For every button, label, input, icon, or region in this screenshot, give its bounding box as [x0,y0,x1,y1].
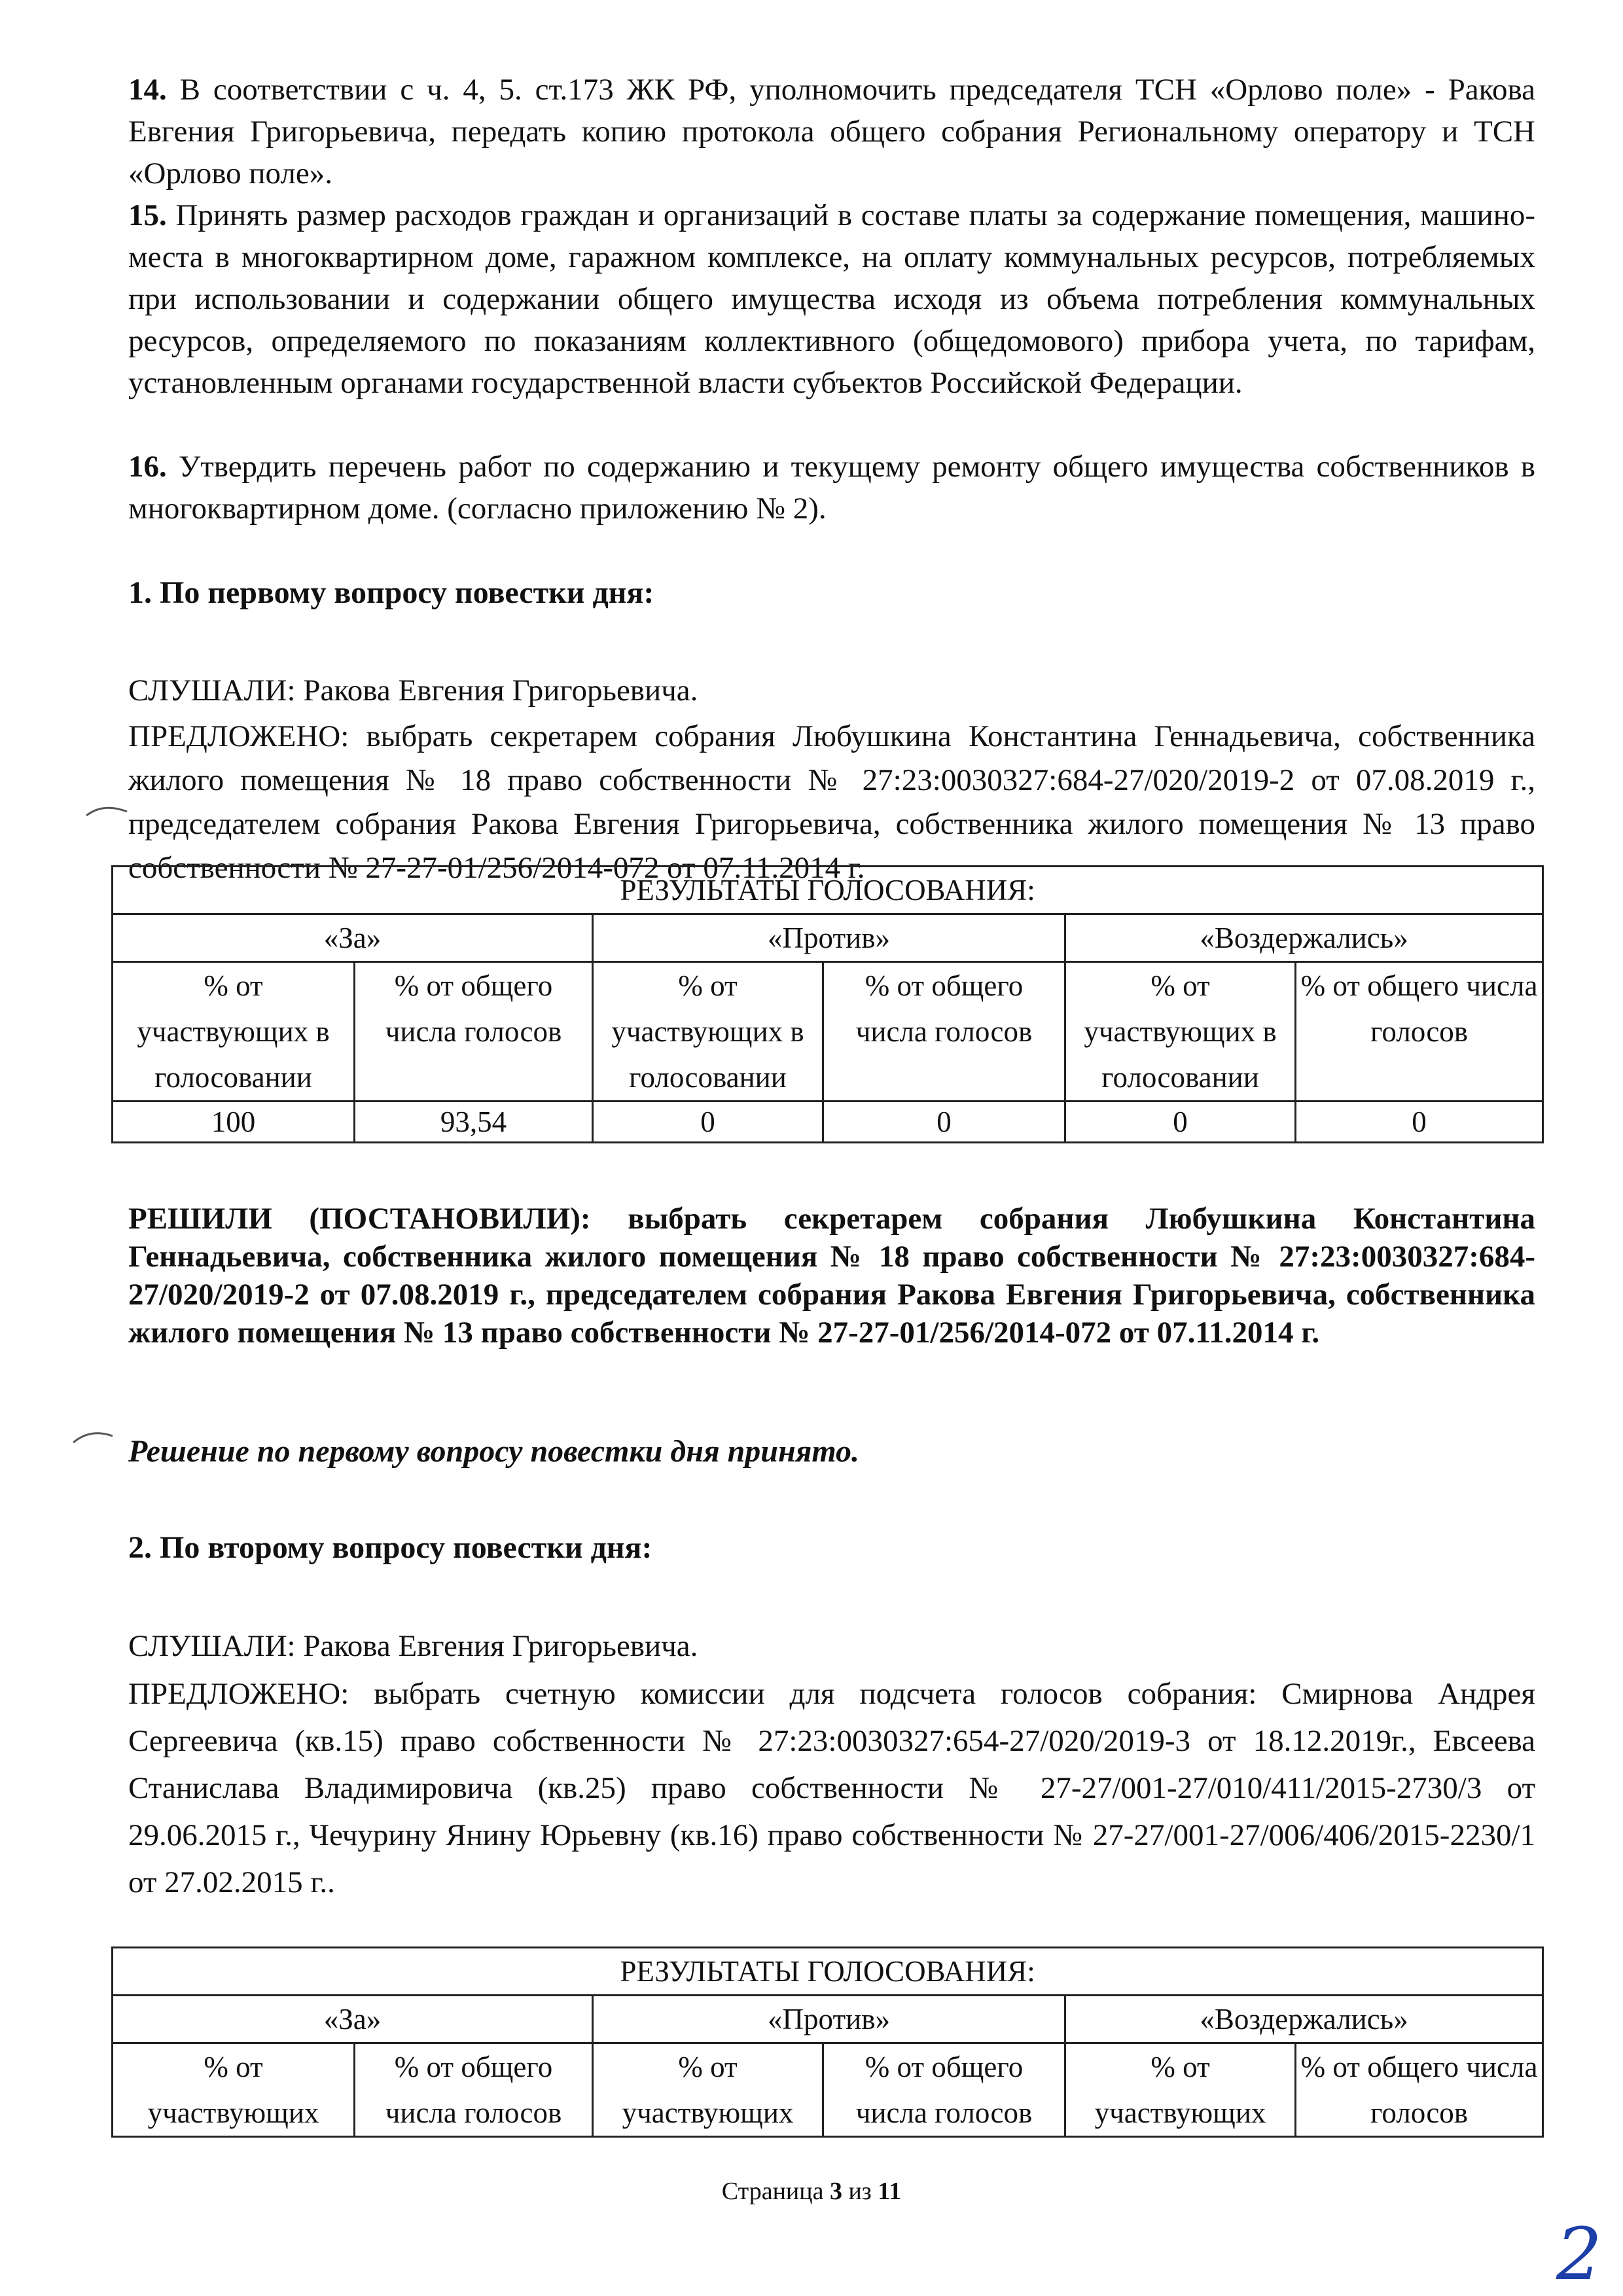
col-header: % от общего числа голосов [355,2043,593,2137]
q2-vote-table [111,1946,1544,2138]
q1-result-note: Решение по первому вопросу повестки дня принято. [128,1434,860,1469]
q1-vote-table [111,865,1544,1143]
vote-abstain-header: «Воздержались» [1065,914,1543,962]
q1-proposed: ПРЕДЛОЖЕНО: выбрать секретарем собрания Любушкина Константина Геннадьевича, собственника жилого помещения № 18 право собственности № 27:23:0030327:684-27/020/2019-2 от 07.08.2019 г., председателем собрания Ракова Евгения Григорьевича, собственника жилого помещения № 13 право собственности № 27-27-01/256/2014-072 от 07.11.2014 г. [128,719,1535,885]
question-1-heading: 1. По первому вопросу повестки дня: [128,575,654,610]
q1-decision: РЕШИЛИ (ПОСТАНОВИЛИ): выбрать секретарем собрания Любушкина Константина Геннадьевича, собственника жилого помещения № 18 право собственности № 27:23:0030327:684-27/020/2019-2 от 07.08.2019 г., председателем собрания Ракова Евгения Григорьевича, собственника жилого помещения № 13 право собственности № 27-27-01/256/2014-072 от 07.11.2014 г. [128,1202,1535,1350]
col-header: % от участвующих в голосовании [1065,962,1296,1102]
col-header: % от участвующих [593,2043,823,2137]
vote-abstain-header: «Воздержались» [1065,1996,1543,2043]
col-header: % от участвующих [1065,2043,1296,2137]
col-header: % от участвующих в голосовании [593,962,823,1102]
margin-mark [71,1427,116,1446]
item-16: 16. Утвердить перечень работ по содержанию и текущему ремонту общего имущества собственников в многоквартирном доме. (согласно приложению № 2). [128,450,1535,526]
item-14: 14. В соответствии с ч. 4, 5. ст.173 ЖК РФ, уполномочить председателя ТСН «Орлово поле» - Ракова Евгения Григорьевича, передать копию протокола общего собрания Региональному оператору и ТСН «Орлово поле». [128,73,1535,190]
col-header: % от общего числа голосов [1296,2043,1543,2137]
vote-value: 93,54 [355,1102,593,1143]
vote-value: 100 [113,1102,355,1143]
handwritten-page-mark: 2 [1556,2212,1602,2296]
vote-table-title: РЕЗУЛЬТАТЫ ГОЛОСОВАНИЯ: [113,867,1543,914]
col-header: % от общего числа голосов [1296,962,1543,1102]
col-header: % от участвующих [113,2043,355,2137]
col-header: % от участвующих в голосовании [113,962,355,1102]
vote-value: 0 [823,1102,1065,1143]
vote-against-header: «Против» [593,1996,1065,2043]
vote-table-title: РЕЗУЛЬТАТЫ ГОЛОСОВАНИЯ: [113,1948,1543,1996]
vote-against-header: «Против» [593,914,1065,962]
q2-proposed: ПРЕДЛОЖЕНО: выбрать счетную комиссии для подсчета голосов собрания: Смирнова Андрея Сергеевича (кв.15) право собственности № 27:23:0030327:654-27/020/2019-3 от 18.12.2019г., Евсеева Станислава Владимировича (кв.25) право собственности № 27-27/001-27/010/411/2015-2730/3 от 29.06.2015 г., Чечурину Янину Юрьевну (кв.16) право собственности № 27-27/001-27/006/406/2015-2230/1 от 27.02.2015 г.. [128,1677,1535,1899]
margin-mark [84,800,130,819]
q2-listened: СЛУШАЛИ: Ракова Евгения Григорьевича. [128,1629,698,1663]
item-15: 15. Принять размер расходов граждан и организаций в составе платы за содержание помещения, машино-места в многоквартирном доме, гаражном комплексе, на оплату коммунальных ресурсов, потребляемых при использовании и содержании общего имущества исходя из объема потребления коммунальных ресурсов, определяемого по показаниям коллективного (общедомового) прибора учета, по тарифам, установленным органами государственной власти субъектов Российской Федерации. [128,198,1535,400]
col-header: % от общего числа голосов [823,962,1065,1102]
vote-for-header: «За» [113,914,593,962]
vote-value: 0 [1296,1102,1543,1143]
col-header: % от общего числа голосов [355,962,593,1102]
vote-value: 0 [593,1102,823,1143]
vote-value: 0 [1065,1102,1296,1143]
vote-for-header: «За» [113,1996,593,2043]
col-header: % от общего числа голосов [823,2043,1065,2137]
page-footer: Страница 3 из 11 [721,2178,902,2205]
question-2-heading: 2. По второму вопросу повестки дня: [128,1530,652,1565]
q1-listened: СЛУШАЛИ: Ракова Евгения Григорьевича. [128,673,698,708]
